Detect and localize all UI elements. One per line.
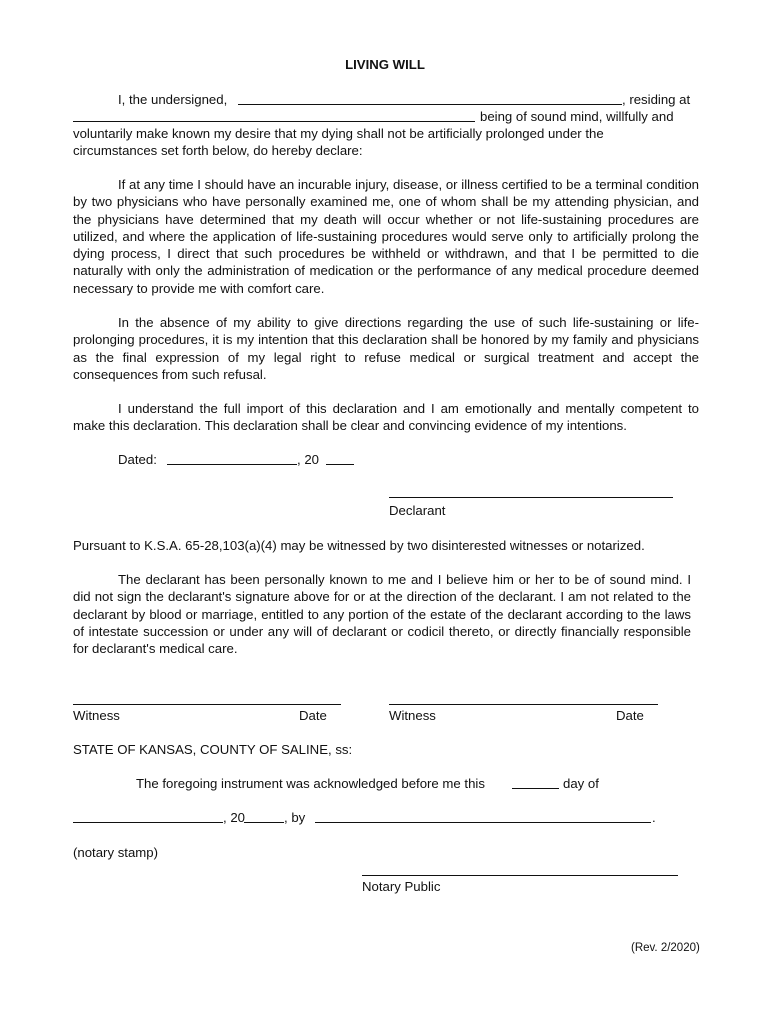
name-field-line[interactable] <box>238 104 622 105</box>
acknowledged-by-field-line[interactable] <box>315 822 651 823</box>
paragraph-full-import: I understand the full import of this declaration and I am emotionally and mentally competent to make this declaration. This declaration shall be clear and convincing evidence of my intentions. <box>73 401 699 434</box>
acknowledged-text: The foregoing instrument was acknowledged before me this <box>136 776 485 791</box>
pursuant-statute-text: Pursuant to K.S.A. 65-28,103(a)(4) may be witnessed by two disinterested witnesses or notarized. <box>73 538 645 553</box>
notary-year-field-line[interactable] <box>244 822 284 823</box>
dated-label: Dated: <box>118 452 157 467</box>
declarant-signature-line[interactable] <box>389 497 673 498</box>
paragraph-absence-of-ability: In the absence of my ability to give directions regarding the use of such life-sustaining or life-prolonging procedures, it is my intention that this declaration shall be honored by my family and physicians as the final expression of my legal right to refuse medical or surgical treatment and accept the consequences from such refusal. <box>73 315 699 382</box>
acknowledged-day-of-text: day of <box>563 776 599 791</box>
date-field-line[interactable] <box>167 464 297 465</box>
paragraph-terminal-condition: If at any time I should have an incurable injury, disease, or illness certified to be a terminal condition by two physicians who have personally examined me, one of whom shall be my attending physician, and the physicians have determined that my death will occur whether or not life-sustaining procedures are utilized, and where the application of life-sustaining procedures would serve only to artificially prolong the dying process, I direct that such procedures be withheld or withdrawn, and that I be permitted to die naturally with only the administration of medication or the performance of any medical procedure deemed necessary to provide me with comfort care. <box>73 177 699 296</box>
intro-line-2: voluntarily make known my desire that my dying shall not be artificially prolonged under the <box>73 126 604 141</box>
notary-by-text: , by <box>284 810 306 825</box>
paragraph-witness-statement: The declarant has been personally known to me and I believe him or her to be of sound mind. I did not sign the declarant's signature above for or at the direction of the declarant. I am not related to the declarant by blood or marriage, entitled to any portion of the estate of the declarant according to the laws of intestate succession or under any will of declarant or codicil thereto, or directly financially responsible for declarant's medical care. <box>73 572 691 657</box>
state-county-line: STATE OF KANSAS, COUNTY OF SALINE, ss: <box>73 742 353 757</box>
month-field-line[interactable] <box>73 822 223 823</box>
witness-1-label: Witness <box>73 708 120 723</box>
notary-public-label: Notary Public <box>362 879 441 894</box>
intro-line-3: circumstances set forth below, do hereby declare: <box>73 143 363 158</box>
intro-sound-mind-text: being of sound mind, willfully and <box>480 109 674 124</box>
revision-note: (Rev. 2/2020) <box>631 942 700 954</box>
day-field-line[interactable] <box>512 788 559 789</box>
notary-signature-line[interactable] <box>362 875 678 876</box>
intro-undersigned-text: I, the undersigned, <box>118 92 228 107</box>
residence-field-line[interactable] <box>73 121 475 122</box>
year-field-line[interactable] <box>326 464 354 465</box>
witness-1-signature-line[interactable] <box>73 704 341 705</box>
intro-residing-text: , residing at <box>622 92 691 107</box>
notary-line-period: . <box>652 810 656 825</box>
dated-year-prefix: , 20 <box>297 452 319 467</box>
witness-2-signature-line[interactable] <box>389 704 658 705</box>
witness-1-date-label: Date <box>299 708 327 723</box>
declarant-label: Declarant <box>389 503 446 518</box>
witness-2-date-label: Date <box>616 708 644 723</box>
notary-stamp-label: (notary stamp) <box>73 845 159 860</box>
document-title: LIVING WILL <box>345 57 425 72</box>
witness-2-label: Witness <box>389 708 436 723</box>
notary-year-prefix: , 20 <box>223 810 245 825</box>
